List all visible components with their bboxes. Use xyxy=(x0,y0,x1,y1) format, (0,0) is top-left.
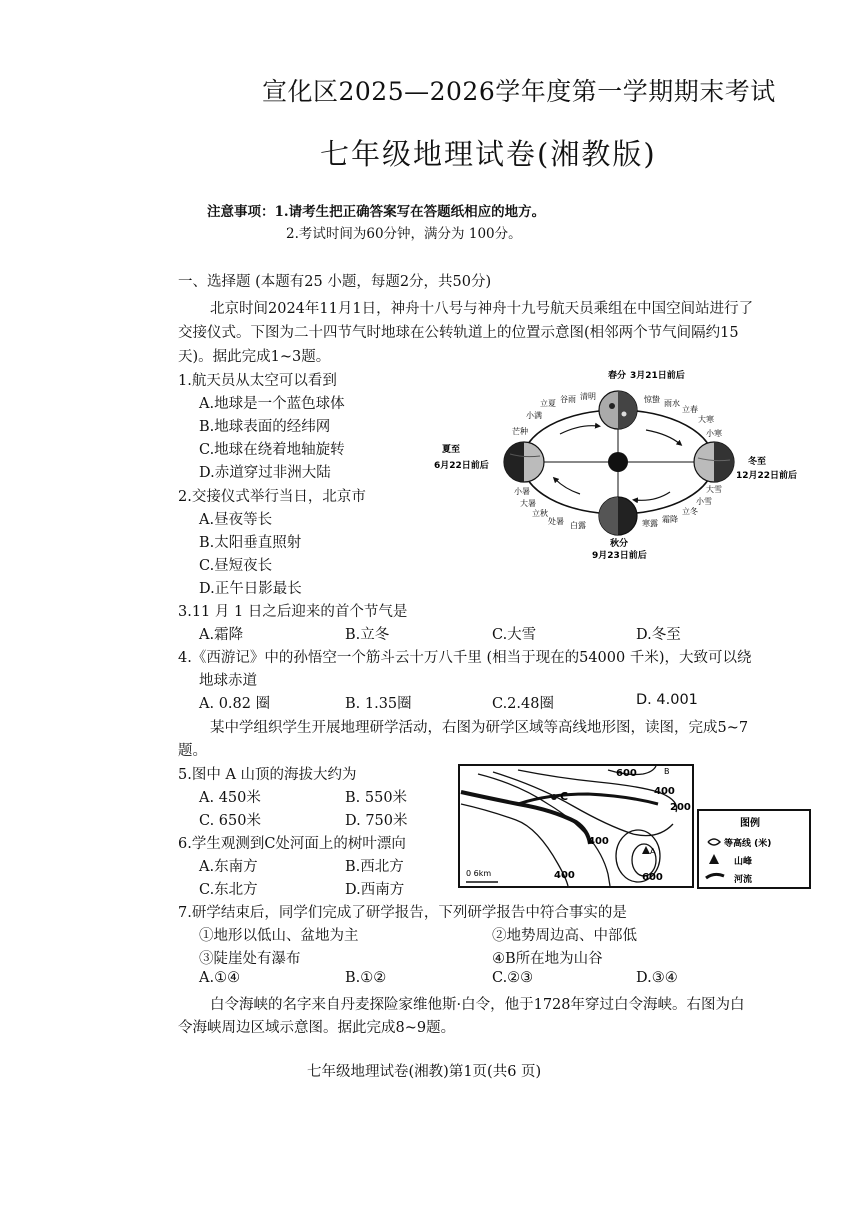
contour-map xyxy=(458,764,818,890)
point-c-marker xyxy=(551,794,557,800)
intro3-line2: 令海峡周边区域示意图。据此完成8~9题。 xyxy=(178,1020,456,1036)
q5-option-d: D. 750米 xyxy=(345,813,408,829)
term-daxue: 大雪 xyxy=(706,485,722,494)
q3-option-d: D.冬至 xyxy=(636,627,681,643)
term-mangzhong: 芒种 xyxy=(512,427,528,436)
term-dashu: 大暑 xyxy=(520,499,536,508)
q7-option-b: B.①② xyxy=(345,970,387,986)
q4-stem-line1: 4.《西游记》中的孙悟空一个筋斗云十万八千里 (相当于现在的54000 千米)，大致可以绕 xyxy=(178,650,752,666)
q4-option-d: D. 4.001 xyxy=(636,692,698,708)
contour-label-600-top: 600 xyxy=(616,768,637,779)
term-bailu: 白露 xyxy=(570,521,586,530)
q3-option-a: A.霜降 xyxy=(199,627,244,643)
contour-label-400-bottom: 400 xyxy=(554,870,575,881)
term-xiaohan: 小寒 xyxy=(706,429,722,438)
q2-stem: 2.交接仪式举行当日，北京市 xyxy=(178,489,366,505)
contour-label-400-top: 400 xyxy=(654,786,675,797)
term-lichun: 立春 xyxy=(682,405,698,414)
intro1-line1: 北京时间2024年11月1日，神舟十八号与神舟十九号航天员乘组在中国空间站进行了 xyxy=(210,301,754,317)
contour-label-400-left: 400 xyxy=(588,836,609,847)
term-qingming: 清明 xyxy=(580,392,596,401)
q6-option-a: A.东南方 xyxy=(199,859,258,875)
q7-option-c: C.②③ xyxy=(492,970,534,986)
earth-spring xyxy=(599,391,637,429)
page-footer: 七年级地理试卷(湘教)第1页(共6 页) xyxy=(307,1064,542,1080)
q1-option-b: B.地球表面的经纬网 xyxy=(199,419,331,435)
point-c-label: C xyxy=(560,790,569,803)
earth-winter xyxy=(694,442,734,482)
q5-stem: 5.图中 A 山顶的海拔大约为 xyxy=(178,767,357,783)
winter-date-label: 12月22日前后 xyxy=(736,471,798,481)
q5-option-b: B. 550米 xyxy=(345,790,408,806)
term-xiaoshu: 小暑 xyxy=(514,487,530,496)
q2-option-a: A.昼夜等长 xyxy=(199,512,273,528)
term-xiaoxue: 小雪 xyxy=(696,497,712,506)
exam-title: 宣化区2025—2026学年度第一学期期末考试 xyxy=(262,77,776,106)
q2-option-d: D.正午日影最长 xyxy=(199,581,302,597)
sun xyxy=(608,452,628,472)
q1-option-a: A.地球是一个蓝色球体 xyxy=(199,396,345,412)
autumn-date-label: 9月23日前后 xyxy=(592,551,647,561)
term-shuangjiang: 霜降 xyxy=(662,515,678,524)
point-a-label: A xyxy=(650,847,656,856)
term-lidong: 立冬 xyxy=(682,507,698,516)
term-xiaoman: 小满 xyxy=(526,411,542,420)
notice-line-2: 2.考试时间为60分钟，满分为 100分。 xyxy=(286,226,522,242)
q2-option-b: B.太阳垂直照射 xyxy=(199,535,302,551)
orbit-arrow xyxy=(555,479,580,494)
q3-stem: 3.11 月 1 日之后迎来的首个节气是 xyxy=(178,604,408,620)
summer-date-label: 6月22日前后 xyxy=(434,461,489,471)
q4-option-a: A. 0.82 圈 xyxy=(199,696,271,712)
exam-subtitle: 七年级地理试卷(湘教版) xyxy=(320,137,657,171)
point-b-label: B xyxy=(664,767,670,776)
orbit-arrow xyxy=(646,430,680,444)
q2-option-c: C.昼短夜长 xyxy=(199,558,273,574)
q7-statement-4: ④B所在地为山谷 xyxy=(492,951,603,967)
intro1-line3: 天)。据此完成1~3题。 xyxy=(178,349,331,365)
q5-option-a: A. 450米 xyxy=(199,790,261,806)
earth-summer xyxy=(504,442,544,482)
autumn-equinox-label: 秋分 xyxy=(610,539,629,549)
q1-option-d: D.赤道穿过非洲大陆 xyxy=(199,465,331,481)
q4-option-b: B. 1.35圈 xyxy=(345,696,412,712)
q6-stem: 6.学生观测到C处河面上的树叶漂向 xyxy=(178,836,406,852)
q7-statement-3: ③陡崖处有瀑布 xyxy=(199,951,301,967)
map-legend xyxy=(698,810,810,888)
notice-line-1: 注意事项：1.请考生把正确答案写在答题纸相应的地方。 xyxy=(207,204,546,220)
q4-option-c: C.2.48圈 xyxy=(492,696,554,712)
term-hanlu: 寒露 xyxy=(642,519,658,528)
legend-peak-label: 山峰 xyxy=(734,857,753,867)
intro3-line1: 白令海峡的名字来自丹麦探险家维他斯·白令，他于1728年穿过白令海峡。右图为白 xyxy=(210,997,745,1013)
q7-stem: 7.研学结束后，同学们完成了研学报告，下列研学报告中符合事实的是 xyxy=(178,905,627,921)
legend-title: 图例 xyxy=(740,818,760,829)
contour-label-200: 200 xyxy=(670,802,691,813)
q3-option-c: C.大雪 xyxy=(492,627,537,643)
summer-solstice-label: 夏至 xyxy=(442,445,461,455)
legend-river-label: 河流 xyxy=(734,875,753,885)
term-lixia: 立夏 xyxy=(540,399,556,408)
q7-statement-2: ②地势周边高、中部低 xyxy=(492,928,637,944)
q4-stem-line2: 地球赤道 xyxy=(199,673,257,689)
q1-stem: 1.航天员从太空可以看到 xyxy=(178,373,337,389)
intro2-line1: 某中学组织学生开展地理研学活动，右图为研学区域等高线地形图，读图，完成5~7 xyxy=(210,720,749,736)
legend-contour-label: 等高线 (米) xyxy=(724,839,772,849)
term-dahan: 大寒 xyxy=(698,415,714,424)
q1-option-c: C.地球在绕着地轴旋转 xyxy=(199,442,345,458)
term-yushui: 雨水 xyxy=(664,399,680,408)
intro1-line2: 交接仪式。下图为二十四节气时地球在公转轨道上的位置示意图(相邻两个节气间隔约15 xyxy=(178,325,739,341)
q7-option-a: A.①④ xyxy=(199,970,241,986)
orbit-arrow xyxy=(635,492,670,500)
q5-option-c: C. 650米 xyxy=(199,813,261,829)
scale-label: 0 6km xyxy=(466,869,492,878)
term-chushu: 处暑 xyxy=(548,517,564,526)
winter-solstice-label: 冬至 xyxy=(748,457,767,467)
orbit-diagram xyxy=(430,364,810,564)
q7-statement-1: ①地形以低山、盆地为主 xyxy=(199,928,359,944)
intro2-line2: 题。 xyxy=(178,743,207,759)
term-jingzhe: 惊蛰 xyxy=(644,395,660,404)
earth-autumn xyxy=(599,497,637,535)
term-liqiu: 立秋 xyxy=(532,509,548,518)
contour-label-600-bottom: 600 xyxy=(642,872,663,883)
term-guyu: 谷雨 xyxy=(560,395,576,404)
q3-option-b: B.立冬 xyxy=(345,627,390,643)
q7-option-d: D.③④ xyxy=(636,970,678,986)
q6-option-b: B.西北方 xyxy=(345,859,404,875)
section-heading: 一、选择题 (本题有25 小题，每题2分，共50分) xyxy=(178,274,492,290)
spring-date-label: 3月21日前后 xyxy=(630,371,685,381)
orbit-arrow xyxy=(560,426,598,434)
q6-option-d: D.西南方 xyxy=(345,882,405,898)
spring-equinox-label: 春分 xyxy=(608,371,627,381)
q6-option-c: C.东北方 xyxy=(199,882,258,898)
